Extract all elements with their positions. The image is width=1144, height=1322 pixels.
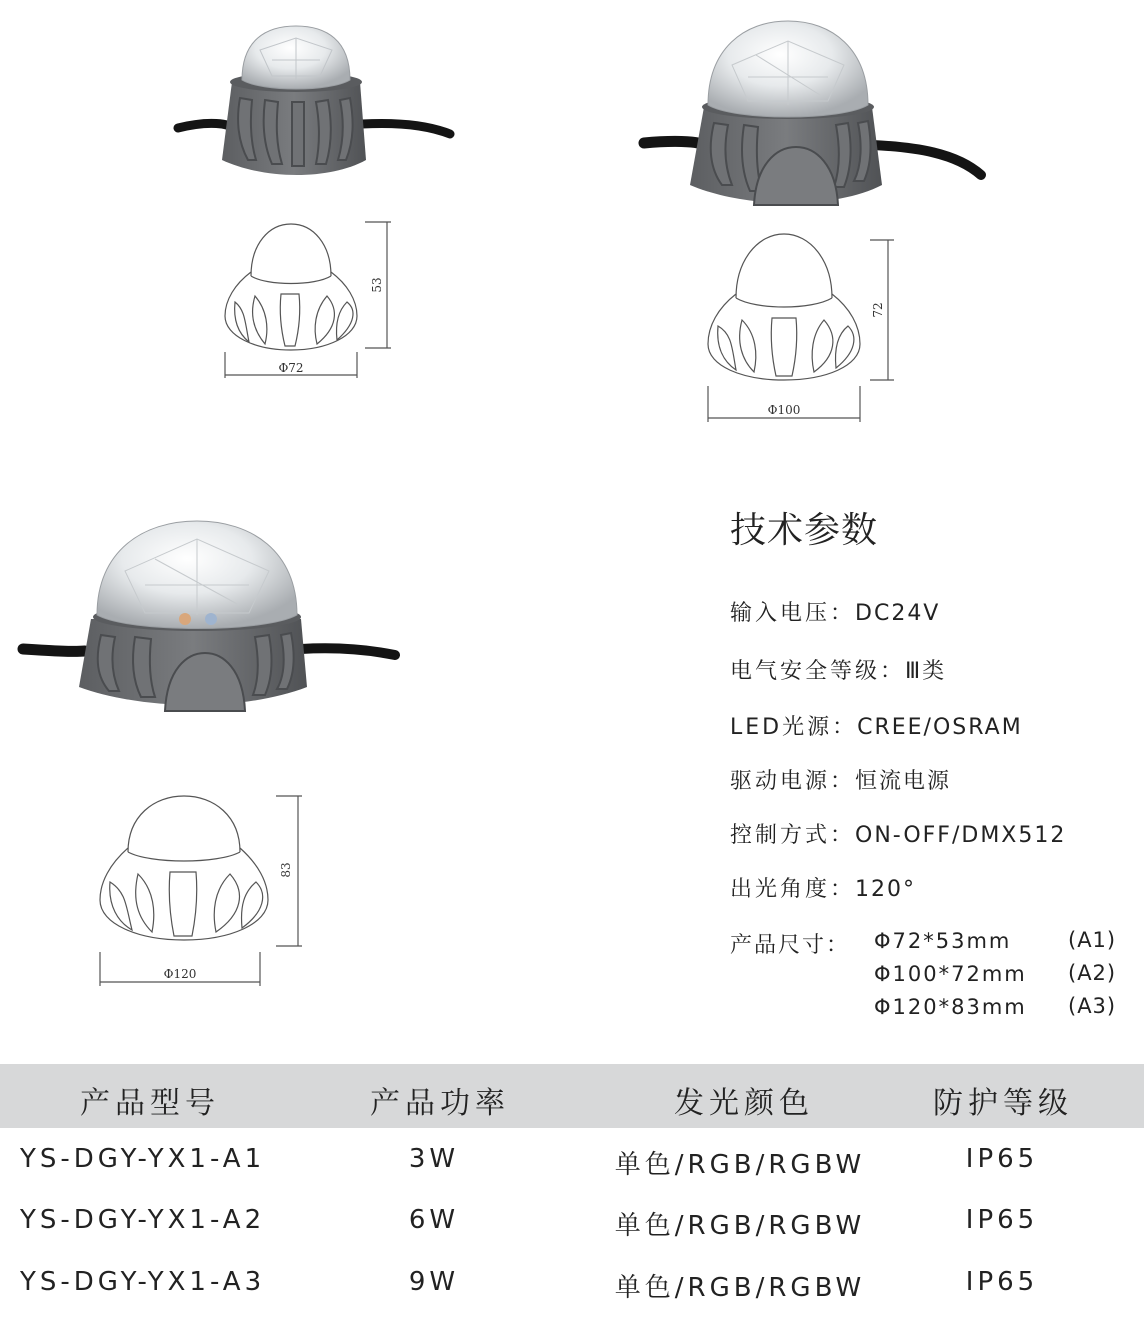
header-ip-rating: 防护等级	[933, 1086, 1073, 1121]
a1-height-label: 53	[370, 277, 384, 293]
spec-row-safety-class	[730, 654, 946, 685]
row2-power: 6W	[408, 1205, 460, 1235]
spec-label: 驱动电源：	[730, 769, 856, 794]
a2-diameter-label: Φ100	[767, 403, 801, 417]
a3-diameter-label: Φ120	[163, 967, 197, 981]
dimension-drawing-a2	[700, 228, 900, 428]
spec-label: 控制方式：	[730, 823, 856, 848]
spec-value: CREE/OSRAM	[857, 715, 1023, 740]
dimension-drawing-a1	[215, 218, 400, 383]
spec-value: Ⅲ类	[905, 659, 947, 684]
size-code-a2: (A2)	[1068, 961, 1117, 985]
a1-diameter-label: Φ72	[278, 361, 304, 375]
size-code-a1: (A1)	[1068, 928, 1117, 952]
product-photo-a1	[170, 20, 460, 195]
spec-size-label: 产品尺寸：	[730, 933, 851, 958]
a3-height-label: 83	[279, 862, 293, 878]
product-photo-a3	[15, 515, 405, 715]
row1-ip: IP65	[965, 1144, 1039, 1174]
spec-row-voltage	[730, 596, 940, 627]
row1-power: 3W	[408, 1144, 460, 1174]
spec-row-control	[730, 818, 1066, 849]
spec-row-driver	[730, 764, 951, 795]
header-model: 产品型号	[80, 1086, 220, 1121]
spec-value: 恒流电源	[855, 769, 952, 794]
spec-value: DC24V	[855, 601, 941, 626]
dimension-drawing-a3	[92, 790, 312, 990]
row1-color: 单色/RGB/RGBW	[614, 1150, 866, 1180]
spec-label: 输入电压：	[730, 601, 856, 626]
row2-ip: IP65	[965, 1205, 1039, 1235]
row3-ip: IP65	[965, 1267, 1039, 1297]
row3-color: 单色/RGB/RGBW	[614, 1273, 866, 1303]
row3-model: YS-DGY-YX1-A3	[20, 1267, 266, 1297]
size-code-a3: (A3)	[1068, 994, 1117, 1018]
spec-label: LED光源：	[730, 715, 858, 740]
row1-model: YS-DGY-YX1-A1	[20, 1144, 266, 1174]
a2-height-label: 72	[871, 302, 885, 318]
spec-row-beam-angle	[730, 872, 916, 903]
spec-label: 电气安全等级：	[730, 659, 906, 684]
size-value-a1: Φ72*53mm	[874, 929, 1012, 953]
header-color: 发光颜色	[674, 1086, 814, 1121]
spec-value: 120°	[855, 877, 917, 902]
row2-color: 单色/RGB/RGBW	[614, 1211, 866, 1241]
row2-model: YS-DGY-YX1-A2	[20, 1205, 266, 1235]
specs-title: 技术参数	[730, 510, 879, 551]
spec-label: 出光角度：	[730, 877, 856, 902]
row3-power: 9W	[408, 1267, 460, 1297]
spec-value: ON-OFF/DMX512	[855, 823, 1067, 848]
size-value-a3: Φ120*83mm	[874, 995, 1027, 1019]
product-photo-a2	[636, 15, 991, 215]
size-value-a2: Φ100*72mm	[874, 962, 1027, 986]
header-power: 产品功率	[370, 1086, 510, 1121]
spec-row-led-source	[730, 710, 1023, 741]
